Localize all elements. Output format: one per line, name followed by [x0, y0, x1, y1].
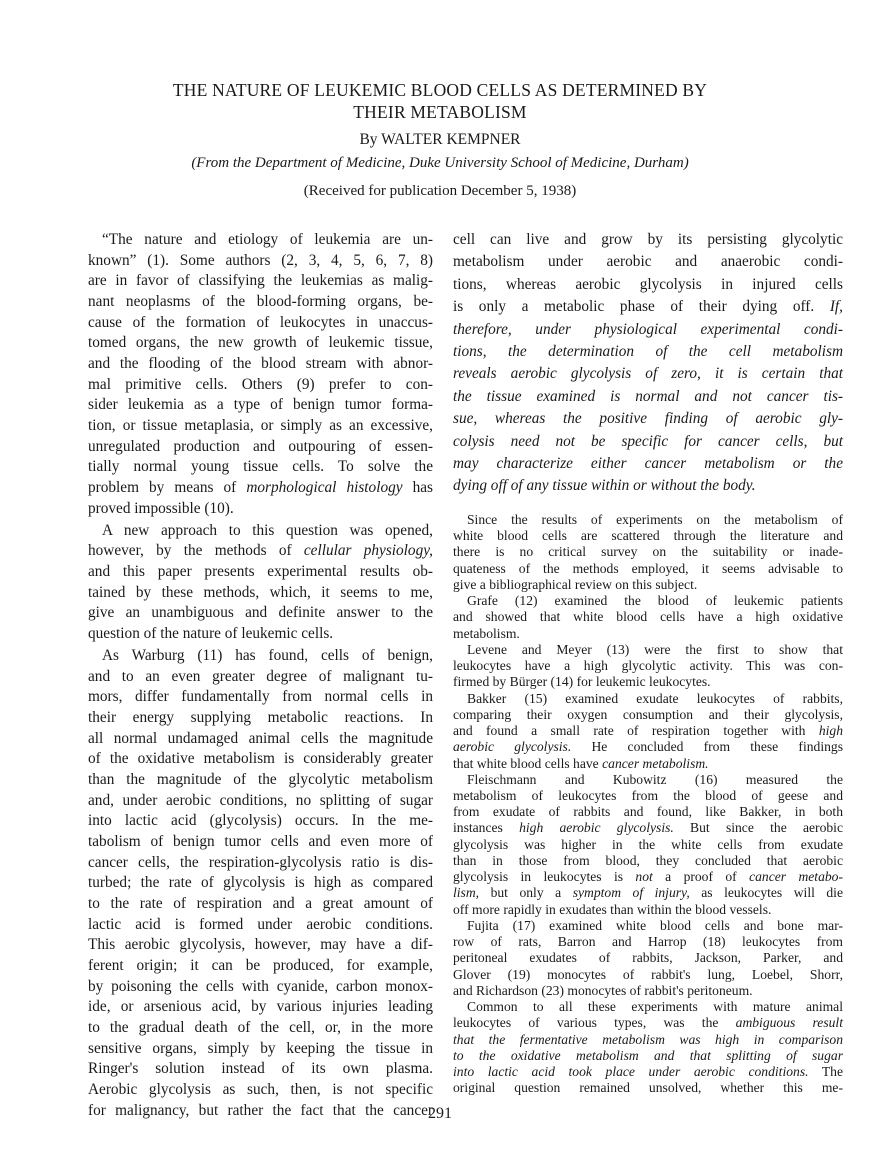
text-run: He concluded from these findings	[571, 739, 843, 755]
received-date: (Received for publication December 5, 1938)	[303, 183, 577, 199]
text-run: as leukocytes will die	[689, 885, 843, 901]
text-line	[453, 229, 843, 251]
article-title-line-2: THEIR METABOLISM	[353, 102, 527, 122]
text-run: peritoneal exudates of rabbits, Jackson, Parker, and	[453, 950, 843, 966]
text-line	[88, 395, 433, 416]
text-line	[88, 997, 433, 1018]
text-run: metabolism of leukocytes from the blood of geese and	[453, 787, 843, 803]
text-line	[453, 869, 843, 885]
text-run: question of the nature of leukemic cells.	[88, 624, 334, 642]
text-run: there is no critical survey on the suitability or inade-	[453, 544, 843, 560]
text-run: tion, or tissue metaplasia, or simply as an excessive,	[88, 416, 433, 434]
italic-text: not	[635, 869, 653, 885]
paragraph	[453, 772, 843, 918]
italic-text: cellular physiology,	[303, 542, 433, 560]
text-line	[88, 1080, 433, 1101]
text-run: and to an even greater degree of malignant tu-	[88, 667, 433, 685]
text-run: and Richardson (23) monocytes of rabbit's peritoneum.	[453, 982, 753, 998]
text-run: Grafe (12) examined the blood of leukemic patients	[467, 593, 843, 609]
text-line	[88, 541, 433, 562]
text-line	[88, 915, 433, 936]
text-line	[88, 313, 433, 334]
text-line	[88, 499, 433, 520]
text-run: Bakker (15) examined exudate leukocytes of rabbits,	[467, 690, 843, 706]
text-line	[453, 544, 843, 560]
text-run: The	[808, 1063, 843, 1079]
text-line	[88, 583, 433, 604]
text-run: give an unambiguous and definite answer to the	[88, 604, 433, 622]
text-line	[453, 707, 843, 723]
text-run: and the flooding of the blood stream with abnor-	[88, 354, 433, 372]
text-line	[453, 1048, 843, 1064]
text-line	[88, 562, 433, 583]
text-run: cancer cells, the respiration-glycolysis ratio is dis-	[88, 853, 433, 871]
text-line	[88, 437, 433, 458]
text-run: are in favor of classifying the leukemias as malig-	[88, 272, 433, 290]
text-run: Fleischmann and Kubowitz (16) measured the	[467, 771, 843, 787]
text-line	[88, 687, 433, 708]
text-line	[453, 577, 843, 593]
italic-text: the tissue examined is normal and not cancer tis-	[453, 387, 843, 405]
text-line	[88, 292, 433, 313]
text-line	[453, 431, 843, 453]
text-line	[88, 894, 433, 915]
text-run: is only a metabolic phase of their dying off.	[453, 298, 830, 316]
text-line	[88, 935, 433, 956]
text-run: metabolism.	[453, 625, 520, 641]
text-line	[88, 1039, 433, 1060]
text-run: This aerobic glycolysis, however, may have a dif-	[88, 936, 433, 954]
text-run: row of rats, Barron and Harrop (18) leukocytes from	[453, 934, 843, 950]
text-line	[453, 475, 843, 497]
text-run: to the rate of respiration and a great amount of	[88, 895, 433, 912]
text-line	[453, 999, 843, 1015]
text-line	[453, 983, 843, 999]
italic-text: high aerobic glycolysis.	[519, 820, 674, 836]
text-run: mal primitive cells. Others (9) prefer to con-	[88, 375, 433, 393]
text-line	[88, 832, 433, 853]
text-run: original question remained unsolved, whether this me-	[453, 1080, 843, 1096]
text-run: give a bibliographical review on this subject.	[453, 576, 698, 592]
italic-text: tions, the determination of the cell metabolism	[453, 343, 843, 361]
text-line	[453, 512, 843, 528]
text-run: into lactic acid (glycolysis) occurs. In the me-	[88, 812, 433, 830]
paragraph	[88, 230, 433, 519]
text-line	[88, 956, 433, 977]
text-line	[88, 457, 433, 478]
text-line	[453, 918, 843, 934]
text-run: than in those from blood, they concluded that aerobic	[453, 852, 843, 868]
text-line	[453, 528, 843, 544]
author-byline: By WALTER KEMPNER	[359, 131, 521, 148]
paragraph	[88, 646, 433, 1121]
italic-text: reveals aerobic glycolysis of zero, it is certain that	[453, 365, 843, 383]
italic-text: cancer metabo-	[749, 869, 843, 885]
text-run: their energy supplying metabolic reactions. In	[88, 709, 433, 727]
page-number: 291	[428, 1105, 452, 1122]
text-line	[453, 853, 843, 869]
article-title-line-1: THE NATURE OF LEUKEMIC BLOOD CELLS AS DETERMINED BY	[172, 80, 708, 100]
paragraph	[453, 512, 843, 593]
italic-text: that the fermentative metabolism was high in comparison	[453, 1031, 843, 1047]
text-run: tions, whereas aerobic glycolysis in injured cells	[453, 275, 843, 293]
italic-text: may characterize either cancer metabolism or the	[453, 455, 843, 473]
right-column-review-text	[453, 512, 843, 1096]
text-run: Levene and Meyer (13) were the first to show that	[467, 641, 843, 657]
text-run: unregulated production and outpouring of essen-	[88, 437, 433, 455]
text-run: quateness of the methods employed, it seems advisable to	[453, 560, 843, 576]
text-line	[88, 354, 433, 375]
text-run: but only a	[479, 885, 573, 901]
text-line	[88, 708, 433, 729]
text-line	[88, 478, 433, 499]
italic-text: lism,	[453, 885, 480, 901]
text-line	[88, 811, 433, 832]
text-line	[88, 770, 433, 791]
text-run: glycolysis was higher in the white cells from exudate	[453, 836, 843, 852]
text-run: sensitive organs, simply by keeping the tissue in	[88, 1039, 433, 1057]
text-line	[88, 646, 433, 667]
text-line	[88, 416, 433, 437]
text-line	[453, 1080, 843, 1096]
text-line	[453, 1064, 843, 1080]
text-run: ide, or arsenious acid, by various injuries leading	[88, 998, 433, 1016]
text-line	[88, 251, 433, 272]
paragraph	[453, 691, 843, 772]
text-run: instances	[453, 820, 520, 836]
paragraph	[453, 999, 843, 1096]
text-run: mors, differ fundamentally from normal cells in	[88, 688, 433, 706]
text-line	[453, 723, 843, 739]
text-line	[453, 658, 843, 674]
text-run: however, by the methods of	[88, 542, 304, 560]
text-line	[453, 739, 843, 755]
text-run: Aerobic glycolysis as such, then, is not specific	[88, 1080, 433, 1098]
text-line	[453, 1032, 843, 1048]
text-run: Ringer's solution instead of its own plasma.	[88, 1060, 433, 1078]
text-line	[88, 873, 433, 894]
text-line	[453, 408, 843, 430]
author-affiliation: (From the Department of Medicine, Duke University School of Medicine, Durham)	[191, 155, 689, 171]
text-line	[88, 791, 433, 812]
paragraph	[453, 593, 843, 642]
text-run: A new approach to this question was opened,	[102, 521, 433, 539]
text-line	[88, 749, 433, 770]
text-line	[453, 804, 843, 820]
text-line	[453, 1015, 843, 1031]
paragraph	[453, 642, 843, 691]
text-run: Fujita (17) examined white blood cells and bone mar-	[467, 917, 843, 933]
italic-text: cancer metabolism.	[602, 755, 709, 771]
text-line	[453, 341, 843, 363]
text-line	[88, 667, 433, 688]
text-run: a proof of	[652, 869, 750, 885]
text-run: proved impossible (10).	[88, 499, 234, 517]
text-line	[88, 1059, 433, 1080]
text-run: tained by these methods, which, it seems to me,	[88, 583, 433, 601]
text-line	[453, 593, 843, 609]
text-line	[453, 885, 843, 901]
text-run: tabolism of benign tumor cells and even more of	[88, 833, 433, 851]
text-run: But since the aerobic	[673, 820, 843, 836]
text-line	[453, 837, 843, 853]
right-column-main-text	[453, 229, 843, 498]
italic-text: high	[818, 723, 843, 739]
text-run: cell can live and grow by its persisting glycolytic	[453, 231, 843, 248]
text-run: and this paper presents experimental results ob-	[88, 563, 433, 580]
text-run: for malignancy, but rather the fact that the cancer	[88, 1101, 433, 1119]
text-run: of the oxidative metabolism is considerably greater	[88, 750, 433, 768]
text-run: and, under aerobic conditions, no splitting of sugar	[88, 791, 433, 809]
text-line	[453, 386, 843, 408]
text-line	[453, 788, 843, 804]
text-run: leukocytes have a high glycolytic activity. This was con-	[453, 658, 843, 674]
text-line	[453, 772, 843, 788]
text-line	[88, 1018, 433, 1039]
text-line	[453, 453, 843, 475]
text-line	[453, 363, 843, 385]
text-line	[88, 230, 433, 251]
text-run: and found a small rate of respiration together with	[453, 723, 819, 739]
text-line	[453, 756, 843, 772]
text-run: white blood cells are scattered through the literature and	[453, 528, 843, 544]
text-line	[88, 521, 433, 542]
text-run: to the gradual death of the cell, or, in the more	[88, 1018, 433, 1036]
text-line	[453, 967, 843, 983]
text-run: firmed by Bürger (14) for leukemic leukocytes.	[453, 674, 711, 690]
italic-text: dying off of any tissue within or without the body.	[453, 477, 756, 495]
text-line	[453, 642, 843, 658]
text-run: by poisoning the cells with cyanide, carbon monox-	[88, 977, 433, 995]
text-run: nant neoplasms of the blood-forming organs, be-	[88, 292, 433, 310]
text-run: problem by means of	[88, 478, 247, 496]
text-line	[453, 626, 843, 642]
text-line	[453, 319, 843, 341]
italic-text: therefore, under physiological experimental condi-	[453, 320, 843, 338]
text-run: than the magnitude of the glycolytic metabolism	[88, 771, 433, 789]
text-line	[453, 950, 843, 966]
text-line	[453, 674, 843, 690]
text-line	[453, 296, 843, 318]
text-run: “The nature and etiology of leukemia are un-	[102, 231, 433, 248]
text-run: Glover (19) monocytes of rabbit's lung, Loebel, Shorr,	[453, 966, 843, 982]
text-run: lactic acid is formed under aerobic conditions.	[88, 915, 433, 933]
italic-text: morphological histology	[246, 478, 403, 496]
paragraph	[88, 521, 433, 645]
text-line	[453, 274, 843, 296]
text-run: tially normal young tissue cells. To solve the	[88, 458, 433, 476]
italic-text: colysis need not be specific for cancer cells, but	[453, 432, 843, 450]
text-run: leukocytes of various types, was the	[453, 1015, 736, 1031]
paragraph	[453, 229, 843, 498]
text-line	[453, 609, 843, 625]
text-run: tomed organs, the new growth of leukemic tissue,	[88, 334, 433, 352]
text-line	[88, 729, 433, 750]
text-line	[453, 820, 843, 836]
text-run: Since the results of experiments on the metabolism of	[467, 512, 843, 527]
text-run: that white blood cells have	[453, 755, 603, 771]
text-run: sider leukemia as a type of benign tumor forma-	[88, 396, 433, 414]
text-run: turbed; the rate of glycolysis is high as compared	[88, 874, 433, 892]
text-line	[453, 561, 843, 577]
text-line	[453, 902, 843, 918]
text-run: known” (1). Some authors (2, 3, 4, 5, 6, 7, 8)	[88, 251, 433, 269]
left-column	[88, 230, 433, 1121]
text-run: from exudate of rabbits and found, like Bakker, in both	[453, 804, 843, 820]
text-line	[88, 271, 433, 292]
italic-text: aerobic glycolysis.	[453, 739, 572, 755]
text-line	[88, 375, 433, 396]
text-line	[88, 853, 433, 874]
text-line	[453, 934, 843, 950]
italic-text: If,	[829, 298, 843, 316]
text-run: off more rapidly in exudates than within the blood vessels.	[453, 901, 772, 917]
text-run: Common to all these experiments with mature animal	[467, 999, 843, 1015]
italic-text: into lactic acid took place under aerobic conditions.	[453, 1063, 809, 1079]
text-line	[88, 333, 433, 354]
text-run: As Warburg (11) has found, cells of benign,	[102, 647, 433, 665]
italic-text: ambiguous result	[735, 1015, 843, 1031]
text-run: glycolysis in leukocytes is	[453, 869, 636, 885]
text-line	[88, 603, 433, 624]
text-run: and showed that white blood cells have a high oxidative	[453, 609, 843, 625]
text-run: metabolism under aerobic and anaerobic condi-	[453, 253, 843, 271]
text-line	[453, 691, 843, 707]
text-run: ferent origin; it can be produced, for example,	[88, 956, 433, 974]
italic-text: symptom of injury,	[572, 885, 690, 901]
text-run: comparing their oxygen consumption and their glycolysis,	[453, 706, 843, 722]
text-run: has	[402, 478, 433, 496]
italic-text: to the oxidative metabolism and that splitting of sugar	[453, 1047, 843, 1063]
text-run: all normal undamaged animal cells the magnitude	[88, 729, 433, 747]
paragraph	[453, 918, 843, 999]
italic-text: sue, whereas the positive finding of aerobic gly-	[453, 410, 843, 428]
text-line	[88, 624, 433, 645]
text-run: cause of the formation of leukocytes in unaccus-	[88, 313, 433, 331]
text-line	[88, 977, 433, 998]
text-line	[453, 251, 843, 273]
